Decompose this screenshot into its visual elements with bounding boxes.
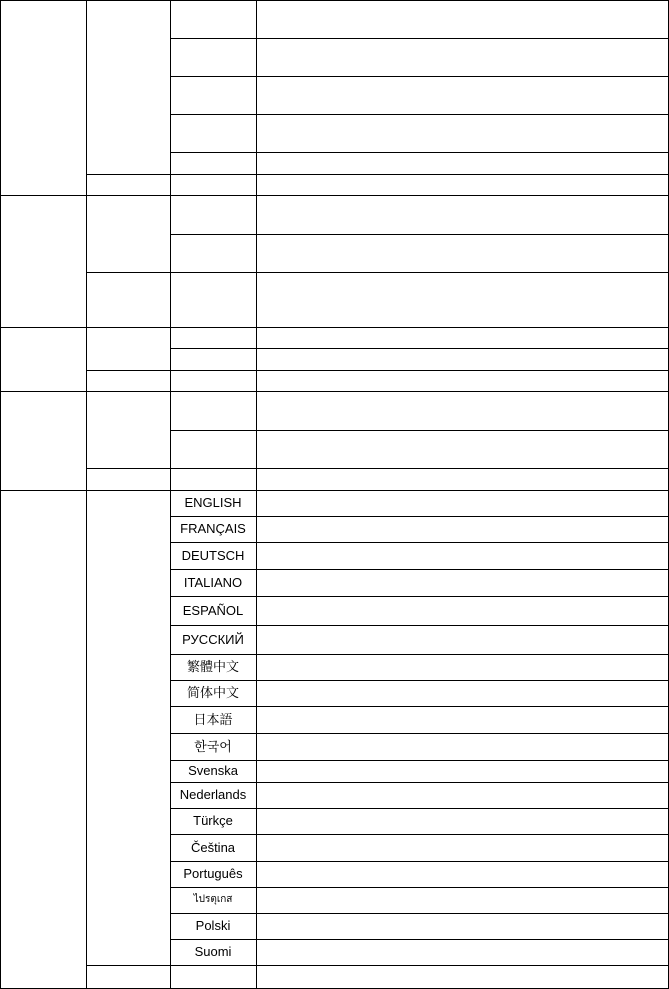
language-option: Português xyxy=(183,866,243,881)
group-divider xyxy=(0,391,669,392)
row-divider xyxy=(170,569,669,570)
language-option: 日本語 xyxy=(193,712,233,727)
language-option: ITALIANO xyxy=(183,575,243,590)
language-option: DEUTSCH xyxy=(181,548,245,563)
row-divider xyxy=(170,834,669,835)
row-divider xyxy=(86,174,669,175)
row-divider xyxy=(170,430,669,431)
row-divider xyxy=(170,861,669,862)
language-option: Türkçe xyxy=(193,813,233,828)
row-divider xyxy=(170,887,669,888)
row-divider xyxy=(170,114,669,115)
last-row-divider xyxy=(86,965,669,966)
language-option: ไปรตุเกส xyxy=(193,894,233,905)
row-divider xyxy=(170,654,669,655)
row-divider xyxy=(170,913,669,914)
row-divider xyxy=(86,272,669,273)
row-divider xyxy=(170,808,669,809)
language-option: ESPAÑOL xyxy=(182,603,244,618)
row-divider xyxy=(170,38,669,39)
language-option: 繁體中文 xyxy=(186,659,239,674)
row-divider xyxy=(170,76,669,77)
table-left-border xyxy=(0,0,1,989)
row-divider xyxy=(170,706,669,707)
group-divider xyxy=(0,490,669,491)
language-option: Čeština xyxy=(190,840,236,855)
row-divider xyxy=(170,596,669,597)
language-option: 한국어 xyxy=(194,739,232,754)
column-divider-1 xyxy=(86,0,87,989)
group-divider xyxy=(0,195,669,196)
row-divider xyxy=(170,152,669,153)
row-divider xyxy=(170,782,669,783)
row-divider xyxy=(170,234,669,235)
column-divider-3 xyxy=(256,0,257,989)
language-option: FRANÇAIS xyxy=(180,521,246,536)
row-divider xyxy=(170,939,669,940)
language-option: ENGLISH xyxy=(184,495,242,510)
row-divider xyxy=(170,348,669,349)
row-divider xyxy=(170,542,669,543)
table-top-border xyxy=(0,0,669,1)
row-divider xyxy=(170,680,669,681)
language-option: Suomi xyxy=(194,944,232,959)
row-divider xyxy=(86,370,669,371)
row-divider xyxy=(170,760,669,761)
group-divider xyxy=(0,327,669,328)
language-option: РУССКИЙ xyxy=(182,632,244,647)
language-option: Nederlands xyxy=(179,787,247,802)
language-option: Polski xyxy=(195,918,231,933)
language-option: 简体中文 xyxy=(186,685,239,700)
row-divider xyxy=(86,468,669,469)
row-divider xyxy=(170,733,669,734)
row-divider xyxy=(170,516,669,517)
row-divider xyxy=(170,625,669,626)
language-option: Svenska xyxy=(188,763,238,778)
